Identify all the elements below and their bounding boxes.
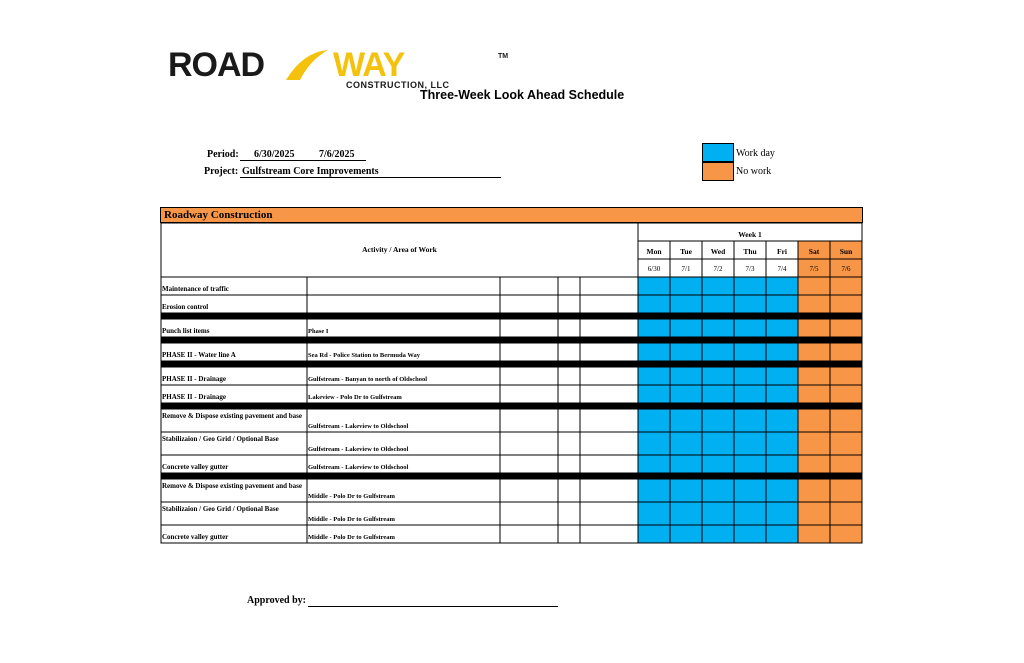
day-name-sat: Sat: [808, 247, 820, 256]
row-separator: [161, 313, 862, 319]
work-day-cell: [734, 319, 766, 337]
work-day-cell: [766, 295, 798, 313]
work-day-cell: [702, 343, 734, 361]
no-work-cell: [830, 525, 862, 543]
activity-header: Activity / Area of Work: [362, 245, 437, 254]
work-day-cell: [702, 277, 734, 295]
no-work-cell: [830, 409, 862, 432]
day-name-mon: Mon: [646, 247, 662, 256]
work-day-cell: [670, 277, 702, 295]
row-area: Gulfstream - Lakeview to Oldschool: [308, 423, 409, 430]
work-day-cell: [702, 409, 734, 432]
day-name-wed: Wed: [710, 247, 726, 256]
work-day-cell: [766, 367, 798, 385]
work-day-cell: [638, 367, 670, 385]
logo-word-road: ROAD: [168, 46, 265, 84]
work-day-cell: [638, 385, 670, 403]
row-separator: [161, 337, 862, 343]
row-activity: Concrete valley gutter: [162, 463, 229, 471]
row-activity: PHASE II - Drainage: [162, 393, 226, 401]
work-day-cell: [734, 343, 766, 361]
row-activity: Concrete valley gutter: [162, 533, 229, 541]
work-day-cell: [766, 385, 798, 403]
row-area: Gulfstream - Lakeview to Oldschool: [308, 446, 409, 453]
work-day-cell: [766, 432, 798, 455]
work-day-cell: [734, 367, 766, 385]
work-day-cell: [670, 367, 702, 385]
work-day-cell: [702, 432, 734, 455]
no-work-cell: [798, 367, 830, 385]
day-name-thu: Thu: [743, 247, 757, 256]
work-day-cell: [670, 409, 702, 432]
no-work-cell: [798, 385, 830, 403]
no-work-cell: [830, 385, 862, 403]
work-day-cell: [734, 479, 766, 502]
day-date-wed: 7/2: [713, 265, 723, 273]
work-day-cell: [670, 432, 702, 455]
work-day-cell: [734, 409, 766, 432]
no-work-cell: [830, 479, 862, 502]
work-day-cell: [638, 319, 670, 337]
row-separator: [161, 361, 862, 367]
row-activity: Punch list items: [162, 327, 210, 335]
no-work-cell: [798, 432, 830, 455]
work-day-cell: [766, 277, 798, 295]
day-date-mon: 6/30: [647, 265, 661, 273]
day-date-thu: 7/3: [745, 265, 755, 273]
no-work-cell: [798, 319, 830, 337]
work-day-cell: [638, 409, 670, 432]
day-name-sun: Sun: [839, 247, 853, 256]
work-day-cell: [734, 277, 766, 295]
no-work-cell: [798, 343, 830, 361]
work-day-cell: [638, 455, 670, 473]
work-day-cell: [638, 295, 670, 313]
work-day-cell: [702, 479, 734, 502]
work-day-cell: [670, 319, 702, 337]
work-day-cell: [670, 343, 702, 361]
work-day-cell: [702, 295, 734, 313]
no-work-cell: [798, 295, 830, 313]
approved-by-label: Approved by:: [247, 595, 306, 606]
work-day-cell: [734, 385, 766, 403]
work-day-cell: [638, 343, 670, 361]
row-area: Middle - Polo Dr to Gulfstream: [308, 534, 395, 541]
no-work-cell: [830, 432, 862, 455]
row-activity: Stabilizaion / Geo Grid / Optional Base: [162, 505, 279, 513]
approved-by-signature-line[interactable]: [308, 606, 558, 607]
row-area: Gulfstream - Lakeview to Oldschool: [308, 464, 409, 471]
work-day-cell: [670, 385, 702, 403]
row-activity: Erosion control: [162, 303, 209, 311]
week-header: Week 1: [738, 230, 762, 239]
row-area: Lakeview - Polo Dr to Gulfstream: [308, 394, 402, 401]
logo-tm: TM: [498, 53, 509, 60]
project-label: Project:: [204, 166, 239, 177]
work-day-cell: [766, 409, 798, 432]
no-work-cell: [830, 277, 862, 295]
no-work-cell: [830, 502, 862, 525]
day-name-fri: Fri: [777, 247, 787, 256]
day-date-sun: 7/6: [841, 265, 851, 273]
row-activity: Stabilizaion / Geo Grid / Optional Base: [162, 435, 279, 443]
legend-label-no-work: No work: [736, 166, 772, 177]
work-day-cell: [670, 295, 702, 313]
work-day-cell: [766, 343, 798, 361]
row-separator: [161, 473, 862, 479]
period-end: 7/6/2025: [319, 149, 355, 160]
work-day-cell: [766, 525, 798, 543]
row-activity: PHASE II - Drainage: [162, 375, 226, 383]
table-row: [161, 277, 638, 295]
logo-subtitle: CONSTRUCTION, LLC: [346, 80, 450, 90]
row-activity: Remove & Dispose existing pavement and base: [162, 412, 302, 420]
document-title: Three-Week Look Ahead Schedule: [420, 88, 625, 102]
company-header-bar: Roadway Construction: [160, 207, 863, 223]
no-work-cell: [830, 343, 862, 361]
no-work-cell: [798, 409, 830, 432]
work-day-cell: [670, 479, 702, 502]
work-day-cell: [638, 502, 670, 525]
no-work-cell: [798, 502, 830, 525]
work-day-cell: [734, 525, 766, 543]
work-day-cell: [734, 502, 766, 525]
no-work-cell: [830, 295, 862, 313]
table-row: [161, 295, 638, 313]
day-name-tue: Tue: [680, 247, 692, 256]
work-day-cell: [638, 479, 670, 502]
work-day-cell: [638, 277, 670, 295]
day-date-tue: 7/1: [681, 265, 691, 273]
work-day-cell: [734, 295, 766, 313]
row-separator: [161, 403, 862, 409]
no-work-cell: [830, 319, 862, 337]
project-value[interactable]: Gulfstream Core Improvements: [240, 166, 501, 178]
row-activity: Maintenance of traffic: [162, 285, 229, 293]
work-day-cell: [702, 385, 734, 403]
work-day-cell: [702, 319, 734, 337]
work-day-cell: [702, 367, 734, 385]
day-date-sat: 7/5: [809, 265, 819, 273]
row-area: Middle - Polo Dr to Gulfstream: [308, 516, 395, 523]
work-day-cell: [766, 319, 798, 337]
work-day-cell: [670, 525, 702, 543]
period-start: 6/30/2025: [254, 149, 295, 160]
work-day-cell: [702, 525, 734, 543]
no-work-cell: [798, 277, 830, 295]
logo-word-way: WAY: [333, 46, 405, 84]
work-day-cell: [734, 455, 766, 473]
table-row: [161, 525, 638, 543]
no-work-cell: [798, 455, 830, 473]
work-day-cell: [766, 502, 798, 525]
work-day-cell: [638, 525, 670, 543]
work-day-cell: [734, 432, 766, 455]
table-row: [161, 319, 638, 337]
legend-label-work-day: Work day: [736, 148, 775, 159]
no-work-cell: [830, 367, 862, 385]
day-date-fri: 7/4: [777, 265, 787, 273]
work-day-cell: [766, 479, 798, 502]
work-day-cell: [702, 455, 734, 473]
work-day-cell: [766, 455, 798, 473]
row-activity: PHASE II - Water line A: [162, 351, 236, 359]
period-label: Period:: [207, 149, 239, 160]
no-work-cell: [798, 525, 830, 543]
row-area: Middle - Polo Dr to Gulfstream: [308, 493, 395, 500]
work-day-cell: [670, 455, 702, 473]
work-day-cell: [638, 432, 670, 455]
row-area: Phase I: [308, 328, 329, 335]
work-day-cell: [670, 502, 702, 525]
work-day-cell: [702, 502, 734, 525]
no-work-cell: [830, 455, 862, 473]
row-area: Sea Rd - Police Station to Bermuda Way: [308, 352, 421, 359]
row-activity: Remove & Dispose existing pavement and base: [162, 482, 302, 490]
no-work-cell: [798, 479, 830, 502]
row-area: Gulfstream - Banyan to north of Oldschool: [308, 376, 428, 383]
